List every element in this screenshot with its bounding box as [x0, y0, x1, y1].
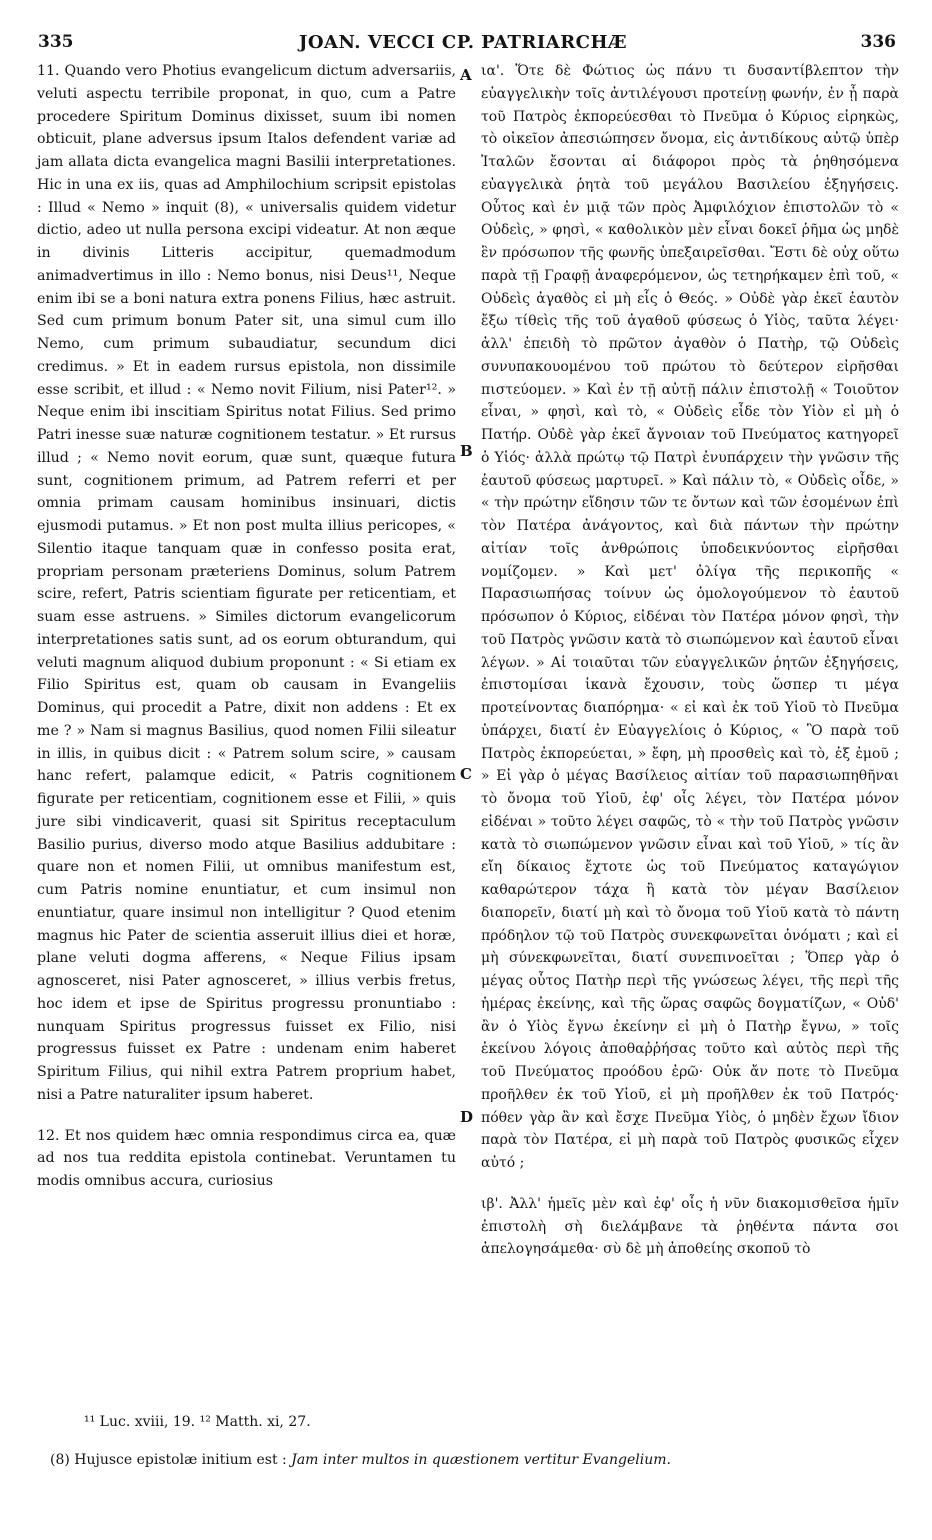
- latin-section-12: 12. Et nos quidem hæc omnia respondimus circa ea, quæ ad nos tua reddita epistola continebat. Veruntamen tu modis omnibus accura, curiosius: [37, 1127, 456, 1189]
- greek-column: [481, 60, 899, 1261]
- latin-column: [37, 60, 456, 1193]
- footnote-8-quote: Jam inter multos in quæstionem vertitur Evangelium.: [291, 1452, 671, 1468]
- margin-marker-b: B: [460, 442, 473, 460]
- running-header: [30, 32, 896, 58]
- greek-section-12: ιβ'. Ἀλλ' ἡμεῖς μὲν καὶ ἐφ' οἷς ἡ νῦν διακομισθεῖσα ἡμῖν ἐπιστολὴ σὴ διελάμβανε τὰ ῥηθέντα πάντα σοι ἀπελογησάμεθα· σὺ δὲ μὴ ἀποθείης σκοποῦ τὸ: [481, 1195, 899, 1258]
- page-number-right: 336: [860, 32, 896, 52]
- footnote-8-text: (8) Hujusce epistolæ initium est :: [50, 1452, 292, 1468]
- page-number-left: 335: [38, 32, 74, 52]
- greek-section-11: ια'. Ὅτε δὲ Φώτιος ὡς πάνυ τι δυσαντίβλεπτον τὴν εὐαγγελικὴν τοῖς ἀντιλέγουσι προτείνῃ φωνήν, ἐν ᾗ παρὰ τοῦ Πατρὸς ἐκπορεύεσθαι τὸ Πνεῦμα ὁ Κύριος εἰρηκὼς, τὸ οἰκεῖον ἀπεσιώπησεν ὄνομα, εἰς ἀντιδίκους αὐτῷ ὑπὲρ Ἰταλῶν ἔσονται αἱ διάφοροι πρὸς τὰ ῥηθησόμενα εὐαγγελικὰ ῥητὰ τοῦ μεγάλου Βασιλείου ἐξηγήσεις. Οὗτος καὶ ἐν μιᾷ τῶν πρὸς Ἀμφιλόχιον ἐπιστολῶν τὸ « Οὐδεὶς, » φησὶ, « καθολικὸν μὲν εἶναι δοκεῖ ῥῆμα ὡς μηδὲ ἓν πρόσωπον τῆς φωνῆς ὑπεξαιρεῖσθαι. Ἔστι δὲ οὐχ οὕτω παρὰ τῇ Γραφῇ ἀναφερόμενον, ὡς τετηρήκαμεν ἐπὶ τοῦ, « Οὐδεὶς ἀγαθὸς εἰ μὴ εἷς ὁ Θεός. » Οὐδὲ γὰρ ἐκεῖ ἑαυτὸν ἔξω τίθεὶς τῆς τοῦ ἀγαθοῦ φύσεως ὁ Υἱὸς, ταῦτα λέγει· ἀλλ' ἐπειδὴ τὸ πρῶτον ἀγαθὸν ὁ Πατὴρ, τῷ Οὐδεὶς συνυπακουομένου τοῦ πρώτου τὸ δεύτερον εἰρῆσθαι πιστεύομεν. » Καὶ ἐν τῇ αὐτῇ πάλιν ἐπιστολῇ « Τοιοῦτον εἶναι, » φησὶ, καὶ τὸ, « Οὐδεὶς εἶδε τὸν Υἱὸν εἰ μὴ ὁ Πατήρ. Οὐδὲ γὰρ ἐκεῖ ἄγνοιαν τοῦ Πνεύματος κατηγορεῖ ὁ Υἱός· ἀλλὰ πρώτῳ τῷ Πατρὶ ἐνυπάρχειν τὴν γνῶσιν τῆς ἑαυτοῦ φύσεως μαρτυρεῖ. » Καὶ πάλιν τὸ, « Οὐδεὶς οἶδε, » « τὴν πρώτην εἴδησιν τῶν τε ὄντων καὶ τῶν ἐσομένων ἐπὶ τὸν Πατέρα ἀνάγοντος, καὶ διὰ πάντων τὴν πρώτην αἰτίαν τοῖς ἀνθρώποις ὑποδεικνύοντος εἰρῆσθαι νομίζομεν. » Καὶ μετ' ὀλίγα τῆς περικοπῆς « Παρασιωπήσας τοίνυν ὡς ὁμολογούμενον τὸ ἑαυτοῦ πρόσωπον ὁ Κύριος, εἰδέναι τὸν Πατέρα μόνον φησὶ, τὴν τοῦ Πατρὸς γνῶσιν κατὰ τὸ σιωπώμενον καὶ ἑαυτοῦ εἶναι λέγων. » Αἱ τοιαῦται τῶν εὐαγγελικῶν ῥητῶν ἐξηγήσεις, ἐπιστομίσαι ἱκανὰ ἔχουσιν, τοὺς ὥσπερ τι μέγα προτείνοντας διαπόρημα· « εἰ καὶ ἐκ τοῦ Υἱοῦ τὸ Πνεῦμα ὑπάρχει, διατί ἐν Εὐαγγελίοις ὁ Κύριος, « Ὃ παρὰ τοῦ Πατρὸς ἐκπορεύεται, » ἔφη, μὴ προσθεὶς καὶ τὸ, ἐξ ἐμοῦ ; » Εἰ γὰρ ὁ μέγας Βασίλειος αἰτίαν τοῦ παρασιωπηθῆναι τὸ ὄνομα τοῦ Υἱοῦ, ἐφ' οἷς λέγει, τὸν Πατέρα μόνον εἰδέναι » τοῦτο λέγει σαφῶς, τὸ « τὴν τοῦ Πατρὸς γνῶσιν κατὰ τὸ σιωπώμενον γνῶσιν εἶναι καὶ τοῦ Υἱοῦ, » τίς ἂν εἴη δίκαιος ἔχτοτε ὡς τοῦ Πνεύματος καταγώγιον καθαρώτερον τάχα ἢ κατὰ τὸν μέγαν Βασίλειον διαπορεῖν, διατί μὴ καὶ τὸ ὄνομα τοῦ Υἱοῦ κατὰ τὸ πάντη πρόδηλον τῷ τοῦ Πατρὸς συνεκφωνεῖται ὀνόματι ; καὶ εἰ μὴ σύνεκφωνεῖται, διατί συνεπινοεῖται ; Ὅπερ γὰρ ὁ μέγας οὗτος Πατὴρ περὶ τῆς γνώσεως λέγει, τῆς περὶ τῆς ἡμέρας ἐκείνης, καὶ τῆς ὥρας σαφῶς δογματίζων, « Οὐδ' ἂν ὁ Υἱὸς ἔγνω ἐκείνην εἰ μὴ ὁ Πατὴρ ἔγνω, » τοῖς ἐκείνου λόγοις ἀποθαῤῥήσας τοῦτο καὶ αὐτὸς περὶ τῆς τοῦ Πνεύματος προόδου ἐρῶ· Οὐκ ἄν ποτε τὸ Πνεῦμα προῆλθεν ἐκ τοῦ Υἱοῦ, εἰ μὴ προῆλθεν ἐκ τοῦ Πατρός· πόθεν γὰρ ἂν καὶ ἔσχε Πνεῦμα Υἱὸς, ὁ μηδὲν ἔχων ἴδιον παρὰ τὸν Πατέρα, εἰ μὴ παρὰ τοῦ Πατρὸς φυσικῶς εἶχεν αὐτό ;: [481, 63, 899, 1171]
- margin-marker-d: D: [460, 1108, 474, 1126]
- margin-marker-c: C: [460, 765, 472, 783]
- latin-section-11: 11. Quando vero Photius evangelicum dictum adversariis, veluti aspectu terribile proponat, in quo, cum a Patre procedere Spiritum Dominus dixisset, suum ibi nomen obticuit, plane adversus ipsum Italos defendent variæ ad jam allata dicta evangelica magni Basilii interpretationes. Hic in una ex iis, quas ad Amphilochium scripsit epistolas : Illud « Nemo » inquit (8), « universalis quidem videtur dictio, adeo ut nulla persona excipi videatur. At non æque in divinis Litteris accipitur, quemadmodum animadvertimus in illo : Nemo bonus, nisi Deus¹¹, Neque enim ibi se a boni natura extra ponens Filius, hæc astruit. Sed cum primum bonum Pater sit, una simul cum illo Nemo, cum primum subaudiatur, secundum dici credimus. » Et in eadem rursus epistola, non dissimile esse scribit, et illud : « Nemo novit Filium, nisi Pater¹². » Neque enim ibi inscitiam Spiritus notat Filius. Sed primo Patri inesse suæ naturæ cognitionem testatur. » Et rursus illud ; « Nemo novit eorum, quæ sunt, quæque futura sunt, cognitionem primum, ad Patrem referri et per omnia primam causam hominibus insinuari, dictis ejusmodi putamus. » Et non post multa illius pericopes, « Silentio itaque tanquam quæ in confesso posita erat, propriam personam præteriens Dominus, solum Patrem scire, refert, Patris scientiam figurate per reticentiam, et suam esse astruens. » Similes dictorum evangelicorum interpretationes satis sunt, ad os eorum obturandum, qui veluti magnum aliquod dubium proponunt : « Si etiam ex Filio Spiritus est, quam ob causam in Evangeliis Dominus, qui procedit a Patre, dixit non addens : Et ex me ? » Nam si magnus Basilius, quod nomen Filii sileatur in illis, in quibus dicit : « Patrem solum scire, » causam hanc refert, palamque edicit, « Patris cognitionem figurate per reticentiam, cognitionem esse et Filii, » quis jure sibi vindicaverit, quasi sit Spiritus receptaculum Basilio purius, diverso modo atque Basilius addubitare : quare non et nomen Filii, ut omnibus manifestum est, cum Patris nomine enuntiatur, et cum insimul non enuntiatur, quare insimul non intelligitur ? Quod etenim magnus hic Pater de scientia asseruit illius diei et horæ, plane veluti dogma afferens, « Neque Filius ipsam agnosceret, nisi Pater agnosceret, » illius verbis fretus, hoc idem et ipse de Spiritus progressu pronuntiabo : nunquam Spiritus progressus fuisset ex Filio, nisi progressus fuisset ex Patre : undenam enim haberet Spiritum Filius, qui nihil extra Patrem proprium habet, nisi a Patre naturaliter ipsum haberet.: [37, 63, 456, 1103]
- scripture-footnotes: ¹¹ Luc. xviii, 19. ¹² Matth. xi, 27.: [84, 1414, 311, 1430]
- running-title: JOAN. VECCI CP. PATRIARCHÆ: [298, 32, 628, 53]
- footnote-8: [50, 1452, 850, 1468]
- margin-marker-a: A: [460, 66, 472, 84]
